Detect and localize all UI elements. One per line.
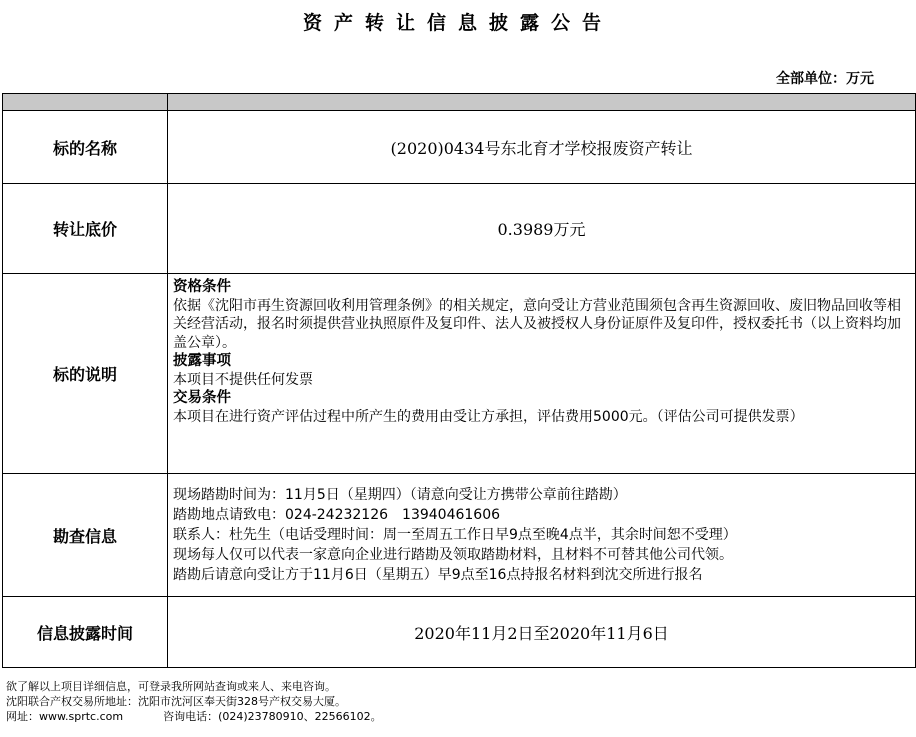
target-description-label: 标的说明: [3, 274, 168, 474]
target-name-value: (2020)0434号东北育才学校报废资产转让: [168, 111, 916, 184]
disclosure-table: [2, 93, 916, 668]
disclosure-heading: 披露事项: [173, 353, 231, 369]
unit-note: 全部单位：万元: [776, 71, 874, 87]
survey-info-content: [168, 474, 916, 597]
disclosure-time-label: 信息披露时间: [3, 597, 168, 668]
survey-line: 踏勘地点请致电：024-24232126 13940461606: [173, 507, 501, 523]
target-name-label: 标的名称: [3, 111, 168, 184]
survey-line: 现场踏勘时间为：11月5日（星期四）（请意向受让方携带公章前往踏勘）: [173, 487, 627, 503]
header-cell-right: [168, 94, 916, 111]
survey-info-label: 勘查信息: [3, 474, 168, 597]
page-title: 资产转让信息披露公告: [302, 12, 613, 34]
target-description-content: [168, 274, 916, 474]
trade-conditions-text: 本项目在进行资产评估过程中所产生的费用由受让方承担，评估费用5000元。（评估公司可提供发票）: [173, 408, 804, 425]
survey-line: 现场每人仅可以代表一家意向企业进行踏勘及领取踏勘材料，且材料不可替其他公司代领。: [173, 547, 733, 563]
qualification-heading: 资格条件: [173, 279, 231, 295]
footer-notes: [6, 679, 382, 724]
row-target-description: [3, 274, 916, 474]
disclosure-text: 本项目不提供任何发票: [173, 371, 313, 388]
footer-website: 网址：www.sprtc.com: [6, 710, 124, 723]
header-cell-left: [3, 94, 168, 111]
qualification-text: 依据《沈阳市再生资源回收利用管理条例》的相关规定，意向受让方营业范围须包含再生资源回收、废旧物品回收等相关经营活动，报名时须提供营业执照原件及复印件、法人及被授权人身份证原件及复印件，授权委托书（以上资料均加盖公章）。: [173, 297, 901, 351]
footer-line-contact: [6, 709, 382, 724]
table-header-row: [3, 94, 916, 111]
row-survey-info: [3, 474, 916, 597]
trade-conditions-heading: 交易条件: [173, 390, 231, 406]
survey-line: 踏勘后请意向受让方于11月6日（星期五）早9点至16点持报名材料到沈交所进行报名: [173, 567, 703, 583]
reserve-price-value: 0.3989万元: [168, 184, 916, 274]
footer-line-info: 欲了解以上项目详细信息，可登录我所网站查询或来人、来电咨询。: [6, 680, 336, 693]
row-disclosure-time: [3, 597, 916, 668]
footer-line-address: 沈阳联合产权交易所地址：沈阳市沈河区奉天街328号产权交易大厦。: [6, 695, 346, 708]
disclosure-time-value: 2020年11月2日至2020年11月6日: [168, 597, 916, 668]
row-target-name: [3, 111, 916, 184]
reserve-price-label: 转让底价: [3, 184, 168, 274]
row-reserve-price: [3, 184, 916, 274]
survey-line: 联系人：杜先生（电话受理时间：周一至周五工作日早9点至晚4点半，其余时间恕不受理）: [173, 527, 737, 543]
footer-phone: 咨询电话：(024)23780910、22566102。: [163, 710, 382, 723]
